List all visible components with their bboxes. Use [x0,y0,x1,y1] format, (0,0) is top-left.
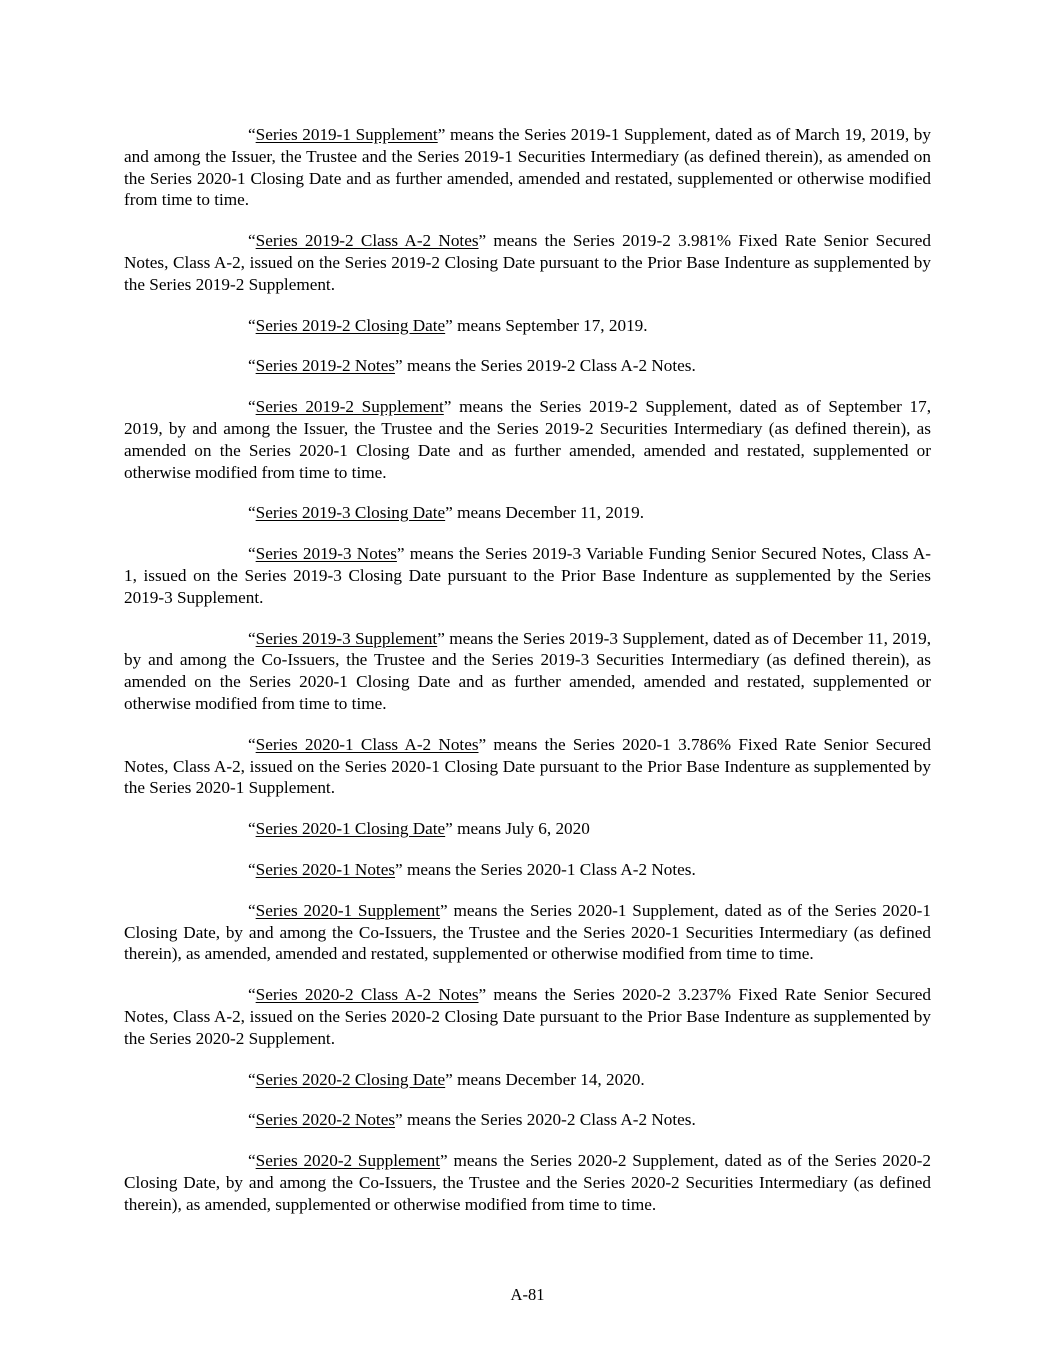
defined-term: Series 2019-3 Supplement [255,628,438,648]
definition-paragraph: “Series 2019-3 Notes” means the Series 2019-3 Variable Funding Senior Secured Notes, Class A-1, issued on the Series 2019-3 Closing Date pursuant to the Prior Base Indenture as supplemented by the Series 2019-3 Supplement. [124,544,931,607]
definition-text: means the Series 2019-3 Supplement, dated as of December 11, 2019, by and among the Co-Issuers, the Trustee and the Series 2019-3 Securities Intermediary (as defined therein), as amended on the Series 2020-1 Closing Date and as further amended, amended and restated, supplemented or otherwise modified from time to time. [124,628,931,713]
definition-text: means the Series 2020-1 Class A-2 Notes. [402,859,696,879]
definition-text: means July 6, 2020 [452,819,590,839]
defined-term: Series 2019-3 Closing Date [255,503,446,523]
definition-paragraph: “Series 2019-2 Supplement” means the Series 2019-2 Supplement, dated as of September 17, 2019, by and among the Issuer, the Trustee and the Series 2019-2 Securities Intermediary (as defined therein), as amended on the Series 2020-1 Closing Date and as further amended, amended and restated, supplemented or otherwise modified from time to time. [124,397,931,482]
definition-text: means the Series 2020-2 3.237% Fixed Rate Senior Secured Notes, Class A-2, issued on the Series 2020-2 Closing Date pursuant to the Prior Base Indenture as supplemented by the Series 2020-2 Supplement. [124,985,931,1048]
definition-text: means September 17, 2019. [452,315,648,335]
definition-text: means the Series 2019-2 Supplement, dated as of September 17, 2019, by and among the Issuer, the Trustee and the Series 2019-2 Securities Intermediary (as defined therein), as amended on the Series 2020-1 Closing Date and as further amended, amended and restated, supplemented or otherwise modified from time to time. [124,397,931,482]
definition-paragraph: “Series 2019-2 Notes” means the Series 2019-2 Class A-2 Notes. [248,356,696,376]
definition-paragraph: “Series 2019-2 Closing Date” means September 17, 2019. [248,315,648,335]
definition-text: means the Series 2020-2 Supplement, dated as of the Series 2020-2 Closing Date, by and among the Co-Issuers, the Trustee and the Series 2020-2 Securities Intermediary (as defined therein), as amended, supplemented or otherwise modified from time to time. [124,1151,931,1214]
definition-paragraph: “Series 2020-2 Class A-2 Notes” means the Series 2020-2 3.237% Fixed Rate Senior Secured Notes, Class A-2, issued on the Series 2020-2 Closing Date pursuant to the Prior Base Indenture as supplemented by the Series 2020-2 Supplement. [124,985,931,1048]
definition-paragraph: “Series 2020-1 Class A-2 Notes” means the Series 2020-1 3.786% Fixed Rate Senior Secured Notes, Class A-2, issued on the Series 2020-1 Closing Date pursuant to the Prior Base Indenture as supplemented by the Series 2020-1 Supplement. [124,734,931,798]
defined-term: Series 2020-1 Class A-2 Notes [255,734,479,754]
defined-term: Series 2020-2 Class A-2 Notes [255,985,479,1005]
defined-term: Series 2019-2 Notes [255,356,396,376]
definition-paragraph: “Series 2020-2 Notes” means the Series 2020-2 Class A-2 Notes. [248,1110,696,1130]
defined-term: Series 2019-1 Supplement [255,125,438,144]
defined-term: Series 2019-3 Notes [255,544,397,564]
definition-paragraph: “Series 2019-2 Class A-2 Notes” means the Series 2019-2 3.981% Fixed Rate Senior Secured Notes, Class A-2, issued on the Series 2019-2 Closing Date pursuant to the Prior Base Indenture as supplemented by the Series 2019-2 Supplement. [124,231,931,294]
defined-term: Series 2020-2 Notes [255,1110,396,1130]
defined-term: Series 2020-1 Notes [255,859,396,879]
definition-paragraph: “Series 2020-1 Closing Date” means July 6, 2020 [248,819,590,839]
defined-term: Series 2020-2 Supplement [255,1151,441,1171]
definition-paragraph: “Series 2019-1 Supplement” means the Series 2019-1 Supplement, dated as of March 19, 2019, by and among the Issuer, the Trustee and the Series 2019-1 Securities Intermediary (as defined therein), as amended on the Series 2020-1 Closing Date and as further amended, amended and restated, supplemented or otherwise modified from time to time. [124,125,931,210]
document-page [124,124,931,1234]
defined-term: Series 2020-2 Closing Date [255,1069,446,1089]
definition-text: means the Series 2020-1 3.786% Fixed Rate Senior Secured Notes, Class A-2, issued on the Series 2020-1 Closing Date pursuant to the Prior Base Indenture as supplemented by the Series 2020-1 Supplement. [124,734,931,798]
definition-paragraph: “Series 2019-3 Supplement” means the Series 2019-3 Supplement, dated as of December 11, 2019, by and among the Co-Issuers, the Trustee and the Series 2019-3 Securities Intermediary (as defined therein), as amended on the Series 2020-1 Closing Date and as further amended, amended and restated, supplemented or otherwise modified from time to time. [124,628,931,713]
defined-term: Series 2019-2 Class A-2 Notes [255,231,479,251]
definition-paragraph: “Series 2020-2 Closing Date” means December 14, 2020. [248,1069,645,1089]
definition-paragraph: “Series 2020-1 Notes” means the Series 2020-1 Class A-2 Notes. [248,859,696,879]
definition-text: means the Series 2019-2 Class A-2 Notes. [402,356,696,376]
definition-text: means the Series 2019-3 Variable Funding Senior Secured Notes, Class A-1, issued on the Series 2019-3 Closing Date pursuant to the Prior Base Indenture as supplemented by the Series 2019-3 Supplement. [124,544,931,607]
page-number: A-81 [510,1285,545,1304]
definition-paragraph: “Series 2019-3 Closing Date” means December 11, 2019. [248,503,645,523]
definition-text: means the Series 2019-2 3.981% Fixed Rate Senior Secured Notes, Class A-2, issued on the Series 2019-2 Closing Date pursuant to the Prior Base Indenture as supplemented by the Series 2019-2 Supplement. [124,231,931,294]
defined-term: Series 2019-2 Closing Date [255,315,446,335]
defined-term: Series 2020-1 Closing Date [255,819,446,839]
definition-text: means the Series 2019-1 Supplement, dated as of March 19, 2019, by and among the Issuer, the Trustee and the Series 2019-1 Securities Intermediary (as defined therein), as amended on the Series 2020-1 Closing Date and as further amended, amended and restated, supplemented or otherwise modified from time to time. [124,125,931,210]
definition-paragraph: “Series 2020-2 Supplement” means the Series 2020-2 Supplement, dated as of the Series 2020-2 Closing Date, by and among the Co-Issuers, the Trustee and the Series 2020-2 Securities Intermediary (as defined therein), as amended, supplemented or otherwise modified from time to time. [124,1151,931,1214]
definition-text: means the Series 2020-1 Supplement, dated as of the Series 2020-1 Closing Date, by and among the Co-Issuers, the Trustee and the Series 2020-1 Securities Intermediary (as defined therein), as amended, amended and restated, supplemented or otherwise modified from time to time. [124,900,931,964]
definition-text: means the Series 2020-2 Class A-2 Notes. [402,1110,696,1130]
definition-paragraph: “Series 2020-1 Supplement” means the Series 2020-1 Supplement, dated as of the Series 2020-1 Closing Date, by and among the Co-Issuers, the Trustee and the Series 2020-1 Securities Intermediary (as defined therein), as amended, amended and restated, supplemented or otherwise modified from time to time. [124,900,931,964]
defined-term: Series 2020-1 Supplement [255,900,441,920]
defined-term: Series 2019-2 Supplement [255,397,444,417]
definition-text: means December 11, 2019. [452,503,645,523]
definition-text: means December 14, 2020. [452,1069,645,1089]
